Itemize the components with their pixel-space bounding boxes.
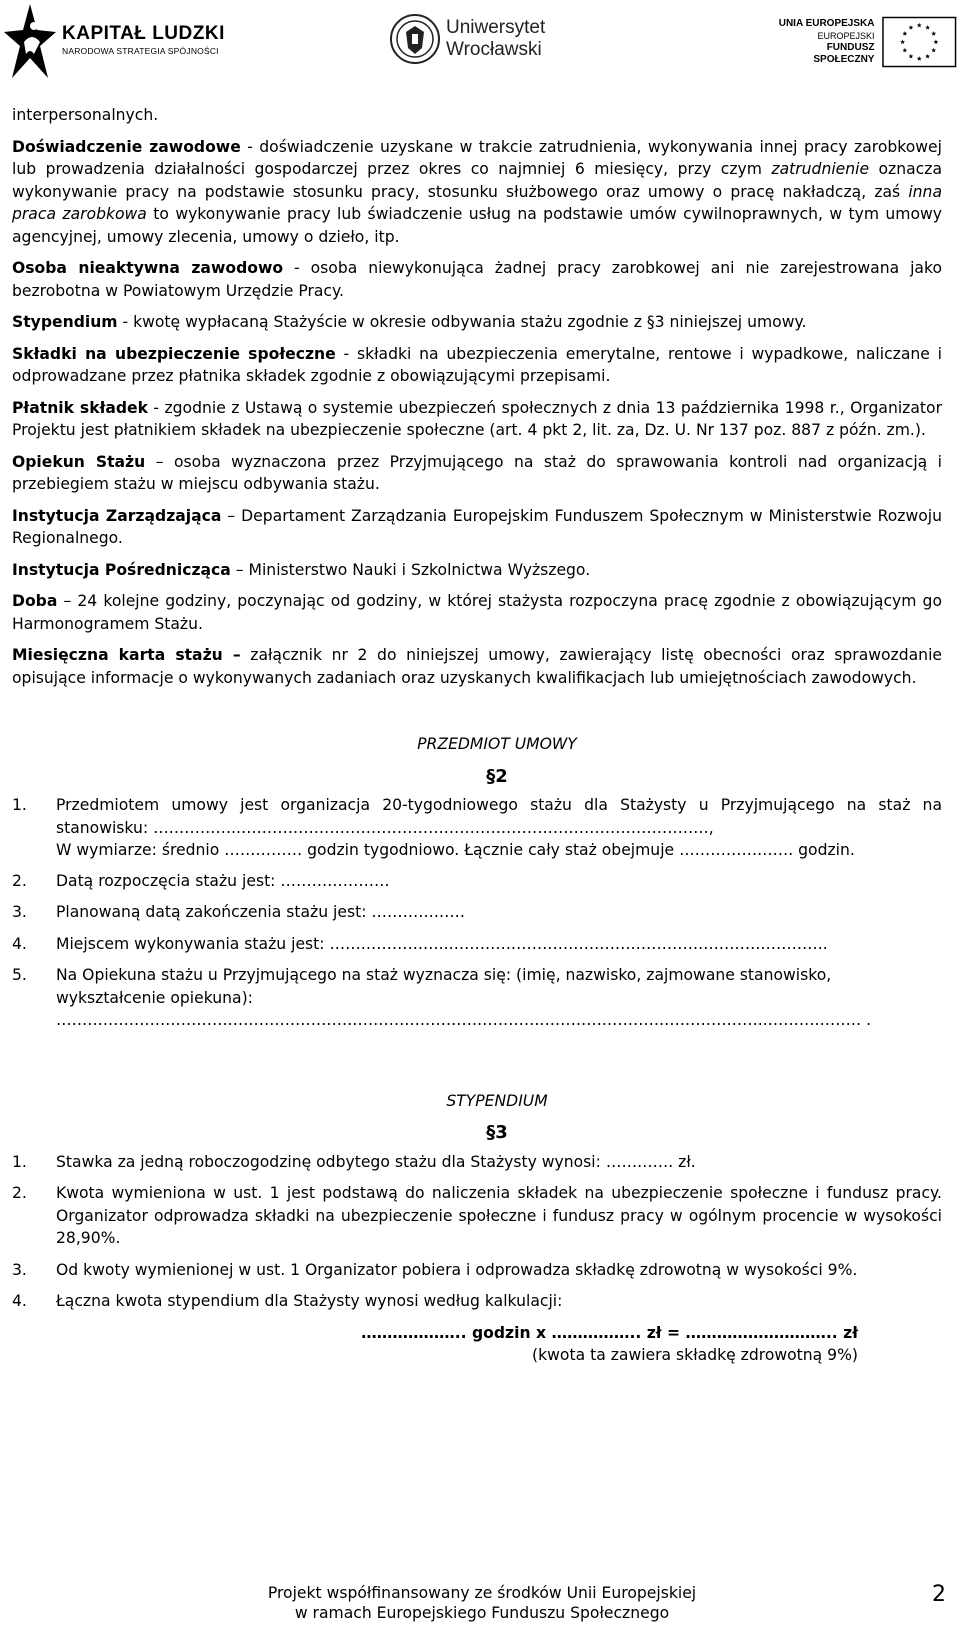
kapital-ludzki-logo — [4, 2, 225, 78]
definition-osoba-nieaktywna — [12, 257, 942, 302]
definition-text: – osoba wyznaczona przez Przyjmującego na staż do sprawowania kontroli nad organizacją i przebiegiem stażu w miejscu odbywania stażu. — [12, 452, 943, 493]
definition-platnik — [12, 397, 942, 442]
definition-emphasis: zatrudnienie — [771, 160, 870, 178]
list-item-text: Miejscem wykonywania stażu jest: …………………..………………………………………………………………. — [56, 934, 828, 953]
list-item-text: Planowaną datą zakończenia stażu jest: ……………… — [56, 903, 465, 921]
list-item — [12, 1182, 942, 1250]
definition-miesieczna-karta — [12, 644, 942, 689]
definition-text: interpersonalnych. — [12, 106, 159, 124]
definition-term: Miesięczna karta stażu – — [12, 646, 241, 664]
list-item-text: ………………………………………………………………………………………………………………………..……………… . — [56, 1011, 872, 1029]
definition-continuation — [12, 104, 942, 127]
definition-text: to wykonywanie pracy lub świadczenie usług na podstawie umów cywilnoprawnych, w tym umowy agencyjnej, umowy zlecenia, umowy o dzieło, itp. — [12, 205, 942, 246]
definition-term: Doba — [12, 592, 58, 610]
definition-emphasis: inna praca zarobkowa — [12, 182, 942, 223]
list-item-number: 4. — [12, 934, 27, 953]
list-item-number: 1. — [12, 796, 27, 814]
definition-term: Doświadczenie zawodowe — [12, 137, 241, 156]
definition-text: - zgodnie z Ustawą o systemie ubezpieczeń społecznych z dnia 13 października 1998 r., Organizator Projektu jest płatnikiem składek na ubezpieczenie społeczne (art. 4 pkt 2, lit. za, Dz. U. Nr 137 poz. 887 z późn. zm.). — [12, 398, 942, 439]
list-item-text: Na Opiekuna stażu u Przyjmującego na staż wyznacza się: (imię, nazwisko, zajmowane stanowisko, wykształcenie opiekuna): — [56, 966, 832, 1007]
definition-doba — [12, 590, 942, 635]
list-item-text: Przedmiotem umowy jest organizacja 20-tygodniowego stażu dla Stażysty u Przyjmującego na staż na stanowisku: ……………..………………………………………………………………………………, — [56, 796, 942, 837]
definition-text: - doświadczenie uzyskane w trakcie zatrudnienia, wykonywania innej pracy zarobkowej lub prowadzenia działalności gospodarczej przez okres co najmniej 6 miesięcy, przy czym — [12, 137, 942, 178]
footer-line1: Projekt współfinansowany ze środków Unii Europejskiej — [267, 1584, 697, 1602]
university-crest-icon — [390, 12, 440, 66]
definition-instytucja-zarzadzajaca — [12, 505, 942, 550]
section-number: §2 — [486, 765, 508, 787]
kapital-ludzki-star-icon — [4, 2, 56, 78]
list-item-number: 4. — [12, 1292, 27, 1310]
section-number: §3 — [486, 1122, 508, 1143]
section-title: PRZEDMIOT UMOWY — [417, 735, 577, 753]
definition-term: Płatnik składek — [12, 398, 148, 417]
definition-text: załącznik nr 2 do niniejszej umowy, zawierający listę obecności oraz sprawozdanie opisujące informacje o wykonywanych zadaniach oraz uzyskanych kwalifikacjach lub umiejętnościach zawodowych. — [12, 646, 942, 687]
list-item-number: 1. — [12, 1152, 27, 1171]
definition-term: Opiekun Stażu — [12, 452, 146, 471]
unia-europejska-logo — [765, 16, 957, 68]
list-item-number: 3. — [12, 1260, 27, 1279]
uniwersytet-line1: Uniwersytet — [446, 17, 546, 38]
list-item — [12, 870, 942, 893]
definition-term: Osoba nieaktywna zawodowo — [12, 259, 284, 277]
uniwersytet-line2: Wrocławski — [446, 39, 542, 60]
ue-line1: UNIA EUROPEJSKA — [778, 18, 875, 29]
list-item — [12, 901, 942, 924]
eu-flag-icon — [882, 16, 957, 68]
stipend-calculation-note: (kwota ta zawiera składkę zdrowotną 9%) — [532, 1346, 858, 1364]
list-item-text: Łączna kwota stypendium dla Stażysty wynosi według kalkulacji: — [56, 1292, 563, 1310]
section2-list — [12, 794, 942, 1032]
list-item — [12, 1259, 942, 1282]
list-item-number: 2. — [12, 1184, 27, 1202]
definition-text: - kwotę wypłacaną Stażyście w okresie odbywania stażu zgodnie z §3 niniejszej umowy. — [117, 313, 807, 331]
definition-skladki — [12, 343, 942, 388]
list-item-number: 3. — [12, 903, 27, 921]
definition-text: oznacza wykonywanie pracy na podstawie stosunku pracy, stosunku służbowego oraz umowy o pracę nakładczą, zaś — [12, 160, 942, 201]
ue-line2: EUROPEJSKI — [817, 31, 875, 41]
document-body — [12, 104, 942, 1367]
list-item — [12, 794, 942, 862]
section-title: STYPENDIUM — [446, 1091, 548, 1110]
kapital-ludzki-subtitle: NARODOWA STRATEGIA SPÓJNOŚCI — [62, 46, 219, 57]
list-item — [12, 964, 942, 1032]
header-logos — [12, 0, 957, 82]
stipend-calculation: ……………….. godzin x …………….. zł = ……………………….. zł — [361, 1323, 858, 1342]
list-item-text: Datą rozpoczęcia stażu jest: ………………… — [56, 871, 390, 890]
list-item — [12, 1151, 942, 1174]
list-item — [12, 1290, 942, 1313]
definition-text: – Departament Zarządzania Europejskim Funduszem Społecznym w Ministerstwie Rozwoju Regionalnego. — [12, 506, 942, 547]
definition-term: Stypendium — [12, 313, 118, 331]
list-item-text: Stawka za jedną roboczogodzinę odbytego stażu dla Stażysty wynosi: …………. zł. — [56, 1152, 696, 1171]
list-item-number: 2. — [12, 871, 27, 890]
document-page — [12, 0, 946, 1633]
definition-text: – 24 kolejne godziny, poczynając od godziny, w której stażysta rozpoczyna pracę zgodnie z obowiązującym go Harmonogramem Stażu. — [12, 592, 942, 633]
list-item-text: Od kwoty wymienionej w ust. 1 Organizator pobiera i odprowadza składkę zdrowotną w wysokości 9%. — [56, 1260, 858, 1279]
definition-instytucja-posredniczaca — [12, 559, 942, 582]
page-footer — [12, 1582, 946, 1623]
definition-text: – Ministerstwo Nauki i Szkolnictwa Wyższego. — [230, 560, 591, 579]
definition-term: Składki na ubezpieczenie społeczne — [12, 344, 336, 363]
footer-line2: w ramach Europejskiego Funduszu Społecznego — [294, 1604, 670, 1622]
definition-term: Instytucja Zarządzająca — [12, 506, 222, 525]
list-item-number: 5. — [12, 966, 27, 984]
list-item-text: Kwota wymieniona w ust. 1 jest podstawą do naliczenia składek na ubezpieczenie społeczne i fundusz pracy. Organizator odprowadza składki na ubezpieczenie społeczne i fundusz pracy w ogólnym procencie w wysokości 28,90%. — [56, 1184, 942, 1247]
list-item-text: W wymiarze: średnio …………… godzin tygodniowo. Łącznie cały staż obejmuje …………………. godzin. — [56, 841, 855, 859]
definition-text: - składki na ubezpieczenia emerytalne, rentowe i wypadkowe, naliczane i odprowadzane przez płatnika składek zgodnie z obowiązującymi przepisami. — [12, 344, 942, 385]
ue-line3: FUNDUSZ SPOŁECZNY — [813, 42, 875, 65]
definition-doswiadczenie-zawodowe — [12, 136, 942, 249]
definition-text: - osoba niewykonująca żadnej pracy zarobkowej ani nie zarejestrowana jako bezrobotna w Powiatowym Urzędzie Pracy. — [12, 259, 942, 300]
definition-term: Instytucja Pośrednicząca — [12, 560, 231, 579]
definition-stypendium — [12, 311, 942, 334]
kapital-ludzki-name: KAPITAŁ LUDZKI — [62, 23, 225, 45]
list-item — [12, 933, 942, 956]
section3-list — [12, 1151, 942, 1313]
definition-opiekun — [12, 451, 942, 496]
uniwersytet-logo — [390, 12, 545, 66]
page-number: 2 — [932, 1582, 946, 1607]
